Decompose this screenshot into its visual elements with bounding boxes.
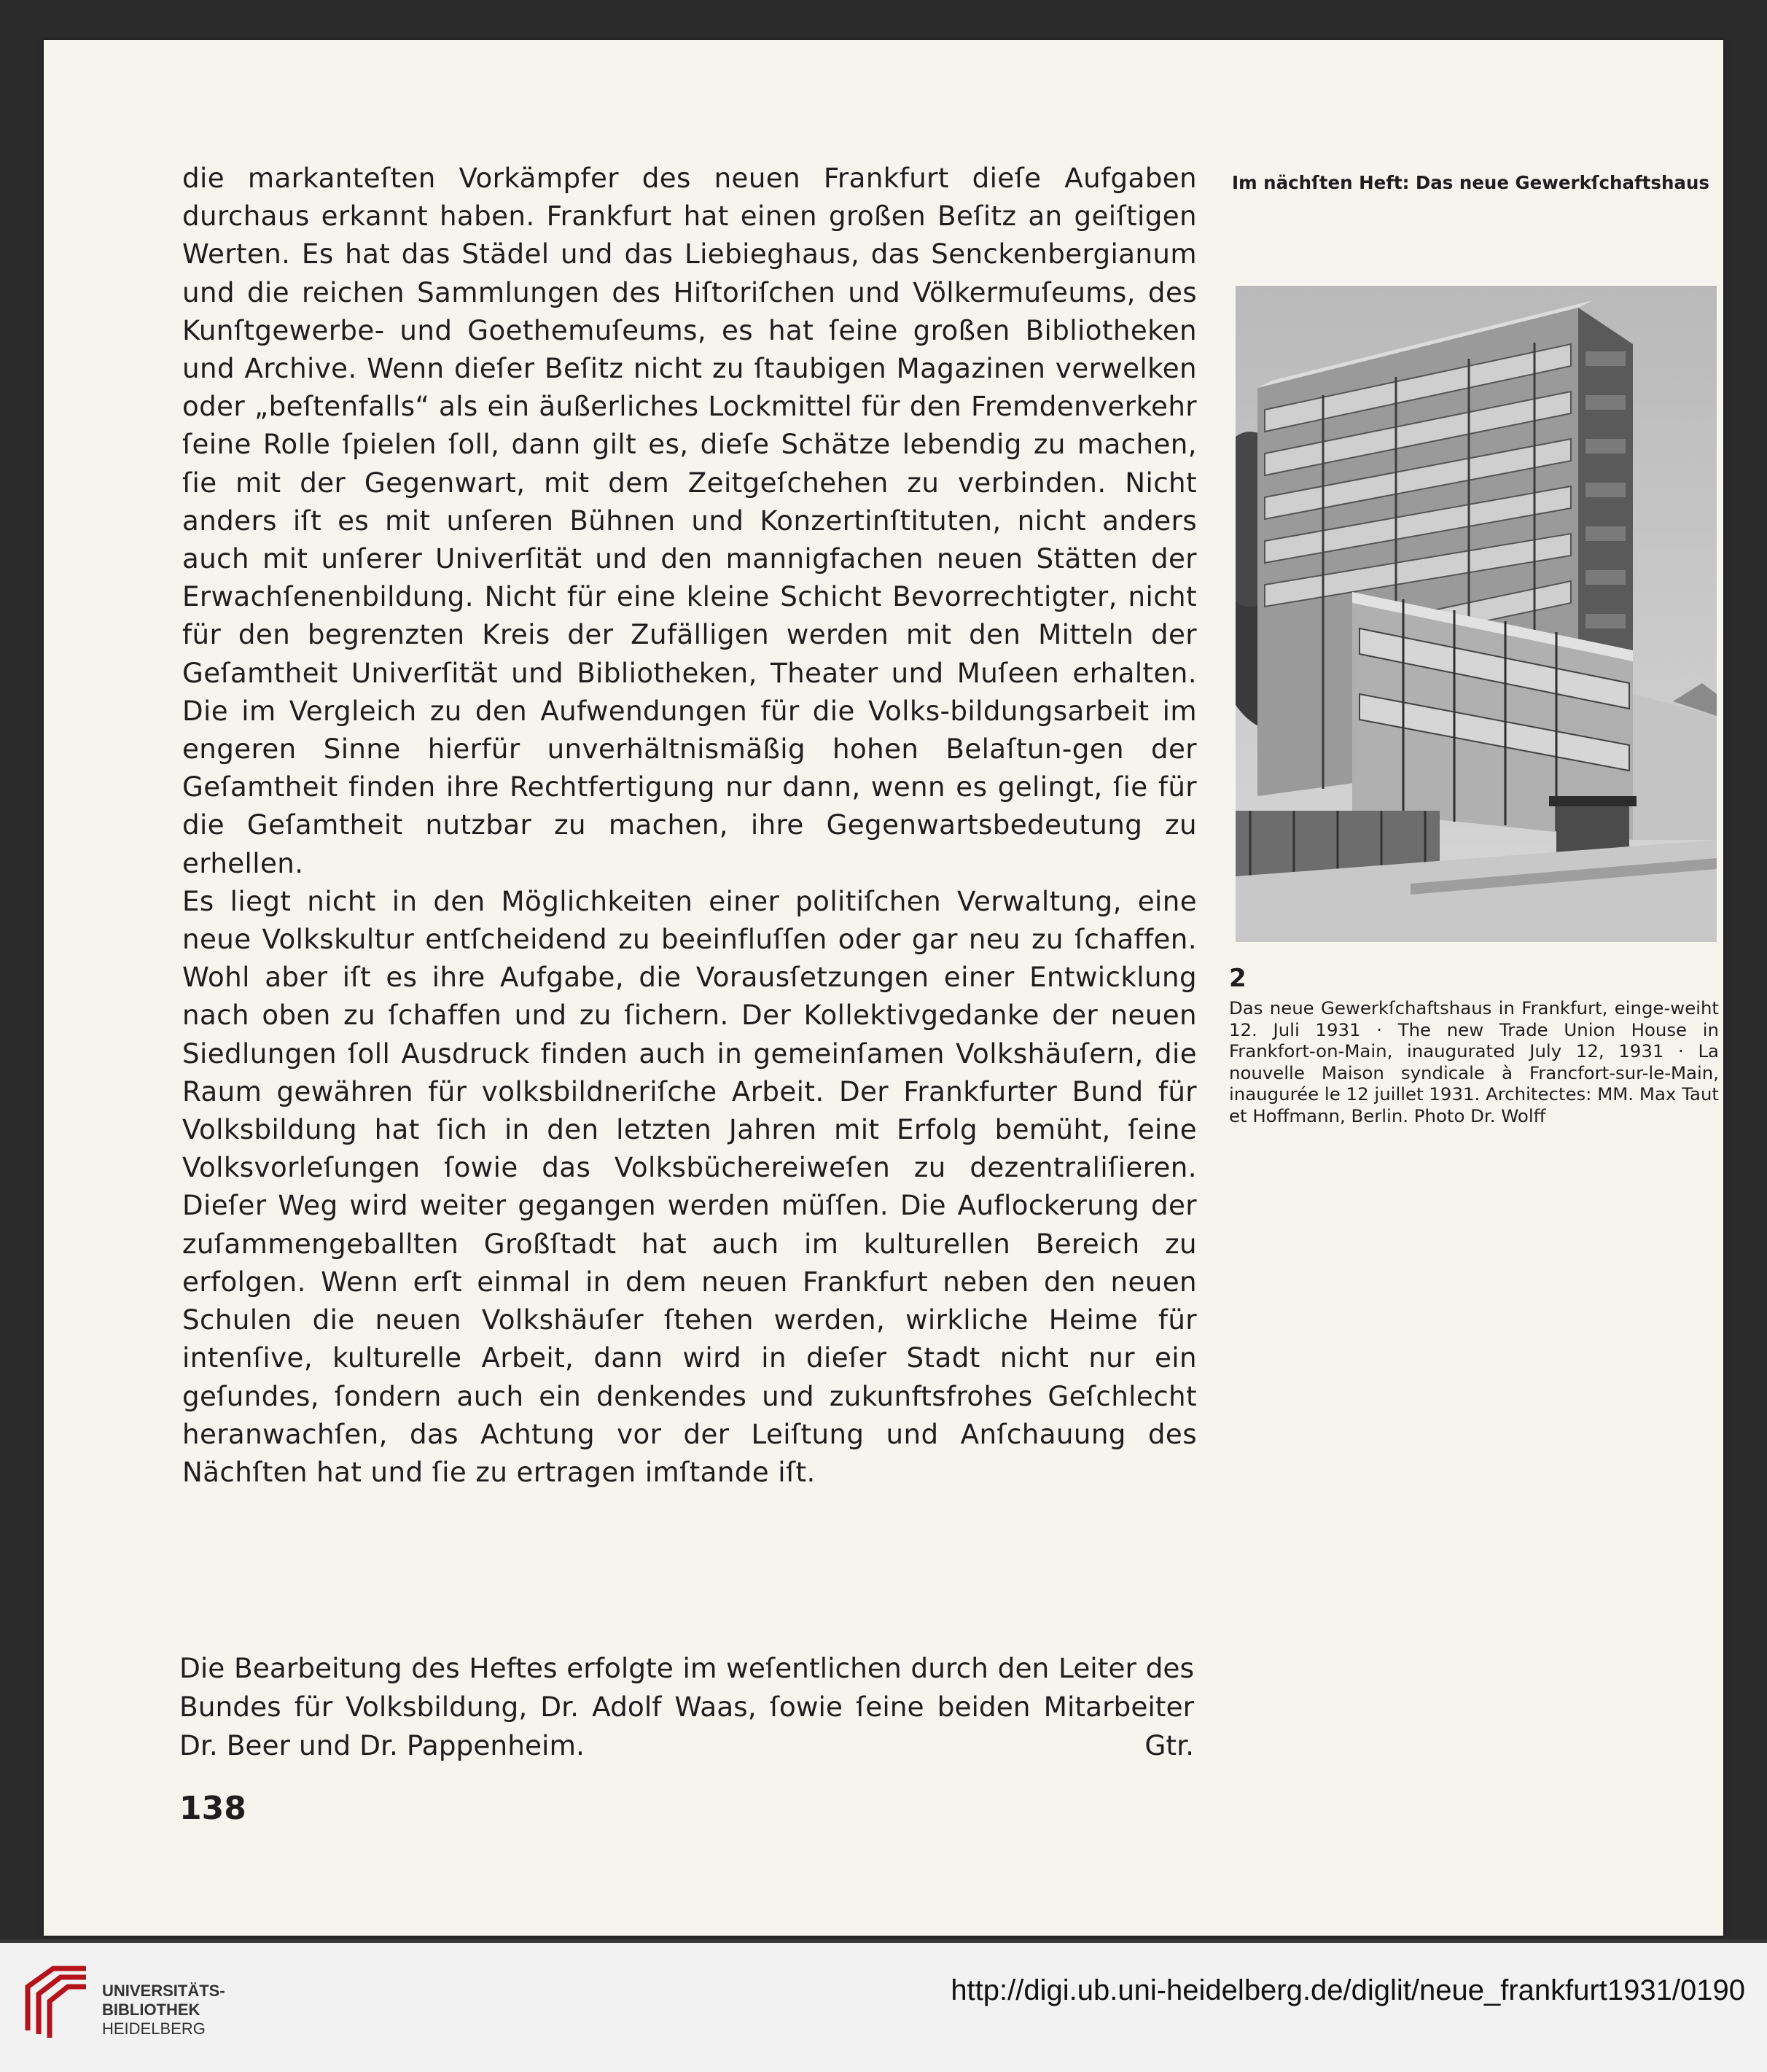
next-issue-heading: Im nächſten Heft: Das neue Gewerkſchaftshaus: [1232, 172, 1709, 193]
trade-union-house-photo: [1236, 286, 1717, 942]
university-library-logo-icon: [20, 1961, 93, 2041]
editorial-note: [179, 1649, 1194, 1765]
library-name: [102, 1982, 225, 2038]
library-name-line3: HEIDELBERG: [102, 2020, 206, 2038]
library-name-line1: UNIVERSITÄTS-: [102, 1982, 225, 2000]
article-paragraph: Es liegt nicht in den Möglichkeiten einer politiſchen Verwaltung, eine neue Volkskultur entſcheidend zu beeinfluſſen oder gar neu zu ſchaffen. Wohl aber iſt es ihre Aufgabe, die Vorausſetzungen einer Entwicklung nach oben zu ſchaffen und zu ſichern. Der Kollektivgedanke der neuen Siedlungen ſoll Ausdruck finden auch in gemeinſamen Volkshäuſern, die Raum gewähren für volksbildneriſche Arbeit. Der Frankfurter Bund für Volksbildung hat ſich in den letzten Jahren mit Erfolg bemüht, ſeine Volksvorleſungen ſowie das Volksbüchereiweſen zu dezentraliſieren. Dieſer Weg wird weiter gegangen werden müſſen. Die Auflockerung der zuſammengeballten Großſtadt hat auch im kulturellen Bereich zu erfolgen. Wenn erſt einmal in dem neuen Frankfurt neben den neuen Schulen die neuen Volkshäuſer ſtehen werden, wirkliche Heime für intenſive, kulturelle Arbeit, dann wird in dieſer Stadt nicht nur ein geſundes, ſondern auch ein denkendes und zukunftsfrohes Geſchlecht heranwachſen, das Achtung vor der Leiſtung und Anſchauung des Nächſten hat und ſie zu ertragen imſtande iſt.: [182, 884, 1197, 1488]
figure-caption: Das neue Gewerkſchaftshaus in Frankfurt, einge-weiht 12. Juli 1931 · The new Trade Union House in Frankfort-on-Main, inaugurated July 12, 1931 · La nouvelle Maison syndicale à Francfort-sur-le-Main, inaugurée le 12 juillet 1931. Architectes: MM. Max Taut et Hoffmann, Berlin. Photo Dr. Wolff: [1229, 997, 1719, 1126]
editorial-note-text: Die Bearbeitung des Heftes erfolgte im weſentlichen durch den Leiter des Bundes für Volksbildung, Dr. Adolf Waas, ſowie ſeine beiden Mitarbeiter Dr. Beer und Dr. Pappenheim.: [179, 1652, 1194, 1761]
figure-number: 2: [1229, 964, 1247, 993]
article-body: [182, 159, 1197, 1491]
page-number: 138: [179, 1790, 246, 1827]
library-footer-bar: [0, 1943, 1767, 2072]
digital-copy-url[interactable]: http://digi.ub.uni-heidelberg.de/diglit/neue_frankfurt1931/0190: [951, 1974, 1745, 2006]
library-name-line2: BIBLIOTHEK: [102, 2001, 200, 2019]
editor-signature: Gtr.: [1144, 1729, 1194, 1761]
article-paragraph: die markanteſten Vorkämpfer des neuen Frankfurt dieſe Aufgaben durchaus erkannt haben. Frankfurt hat einen großen Beſitz an geiſtigen Werten. Es hat das Städel und das Liebieghaus, das Senckenbergianum und die reichen Sammlungen des Hiſtoriſchen und Völkermuſeums, des Kunſtgewerbe- und Goethemuſeums, es hat ſeine großen Bibliotheken und Archive. Wenn dieſer Beſitz nicht zu ſtaubigen Magazinen verwelken oder „beſtenfalls“ als ein äußerliches Lockmittel für den Fremdenverkehr ſeine Rolle ſpielen ſoll, dann gilt es, dieſe Schätze lebendig zu machen, ſie mit der Gegenwart, mit dem Zeitgeſchehen zu verbinden. Nicht anders iſt es mit unſeren Bühnen und Konzertinſtituten, nicht anders auch mit unſerer Univerſität und den mannigfachen neuen Stätten der Erwachſenenbildung. Nicht für eine kleine Schicht Bevorrechtigter, nicht für den begrenzten Kreis der Zufälligen werden mit den Mitteln der Geſamtheit Univerſität und Bibliotheken, Theater und Muſeen erhalten. Die im Vergleich zu den Aufwendungen für die Volks-bildungsarbeit im engeren Sinne hierfür unverhältnismäßig hohen Belaſtun-gen der Geſamtheit finden ihre Rechtfertigung nur dann, wenn es gelingt, ſie für die Geſamtheit nutzbar zu machen, ihre Gegenwartsbedeutung zu erhellen.: [182, 162, 1197, 879]
